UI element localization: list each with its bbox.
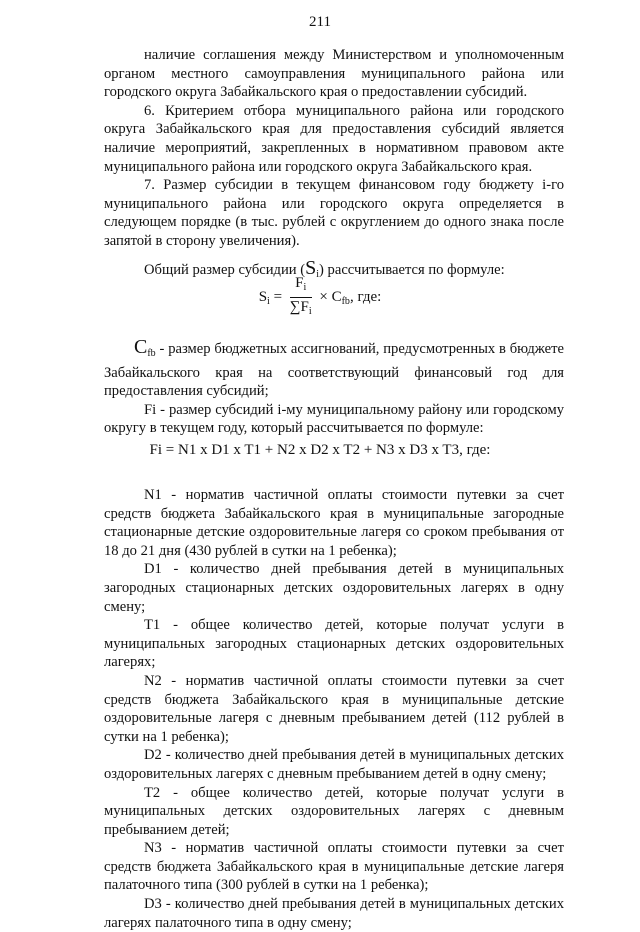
formula-c: C <box>331 288 342 305</box>
formula-fi: Fi = N1 x D1 x T1 + N2 x D2 x T2 + N3 x D3 x T3, где: <box>149 442 491 458</box>
formula-lhs-sub: i <box>267 295 270 307</box>
definition-d2: D2 - количество дней пребывания детей в муниципальных детских оздоровительных лагерях с дневным пребыванием детей в одну смену; <box>104 747 564 782</box>
formula-equals: = <box>273 288 283 305</box>
fraction-denominator <box>290 298 312 321</box>
numerator-f: F <box>295 275 304 291</box>
s-symbol-sub: i <box>316 268 320 280</box>
definition-n1: N1 - норматив частичной оплаты стоимости путевки за счет средств бюджета Забайкальского края в муниципальные загородные стационарные детские оздоровительные лагеря со сроком пребывания от 18 до 21 дня (430 рублей в сутки на 1 ребенка); <box>104 487 564 559</box>
cfb-symbol-sub: fb <box>147 348 156 359</box>
denominator-sum: ∑F <box>289 299 309 315</box>
s-symbol: S <box>305 256 317 279</box>
formula-fraction <box>290 274 312 321</box>
definition-t2: Т2 - общее количество детей, которые получат услуги в муниципальных детских оздоровительных лагерях с дневным пребыванием детей; <box>104 784 564 838</box>
definition-n3: N3 - норматив частичной оплаты стоимости путевки за счет средств бюджета Забайкальского края в муниципальные детские лагеря палаточного типа (300 рублей в сутки на 1 ребенка); <box>104 840 564 894</box>
formula-tail: , где: <box>349 288 382 305</box>
formula-subsidy-total <box>0 274 640 321</box>
paragraph-6: 6. Критерием отбора муниципального района или городского округа Забайкальского края для предоставления субсидий является наличие мероприятий, закрепленных в нормативном правовом акте муниципального района или городского округа Забайкальского края. <box>104 102 564 175</box>
total-intro-after: ) рассчитывается по формуле: <box>319 261 505 278</box>
formula-lhs: S <box>258 288 268 305</box>
denominator-sub: i <box>308 306 312 317</box>
paragraph-fi-def: Fi - размер субсидий i-му муниципальному району или городскому округу в текущем году, который рассчитывается по формуле: <box>104 401 564 437</box>
paragraph-cfb-def <box>104 338 564 401</box>
page-number: 211 <box>309 14 331 30</box>
definition-n2: N2 - норматив частичной оплаты стоимости путевки за счет средств бюджета Забайкальского края в муниципальные детские оздоровительные лагеря с дневным пребыванием детей (112 рублей в сутки на 1 ребенка); <box>104 672 564 745</box>
cfb-definition: - размер бюджетных ассигнований, предусмотренных в бюджете Забайкальского края на соответствующий финансовый год для предоставления субсидий; <box>104 341 564 400</box>
numerator-sub: i <box>303 282 307 293</box>
paragraph-7: 7. Размер субсидии в текущем финансовом году бюджету i-го муниципального района или городского округа определяется в следующем порядке (в тыс. рублей с округлением до одного знака после запятой в сторону увеличения). <box>104 177 564 249</box>
total-intro-before: Общий размер субсидии ( <box>144 261 306 278</box>
cfb-symbol: C <box>134 336 148 358</box>
formula-times: × <box>319 288 328 305</box>
formula-c-sub: fb <box>341 295 350 307</box>
definition-t1: Т1 - общее количество детей, которые получат услуги в муниципальных загородных стационарных детских оздоровительных лагерях; <box>104 617 564 671</box>
text-block-middle <box>104 338 564 438</box>
definition-d3: D3 - количество дней пребывания детей в муниципальных детских лагерях палаточного типа в одну смену; <box>104 896 564 931</box>
definition-d1: D1 - количество дней пребывания детей в муниципальных загородных стационарных детских оздоровительных лагерях в одну смену; <box>104 561 564 615</box>
fraction-numerator <box>290 274 312 298</box>
paragraph-agreement: наличие соглашения между Министерством и уполномоченным органом местного самоуправления муниципального района или городского округа Забайкальского края о предоставлении субсидий. <box>104 47 564 101</box>
text-block-top <box>104 46 564 284</box>
text-block-definitions <box>104 486 564 932</box>
